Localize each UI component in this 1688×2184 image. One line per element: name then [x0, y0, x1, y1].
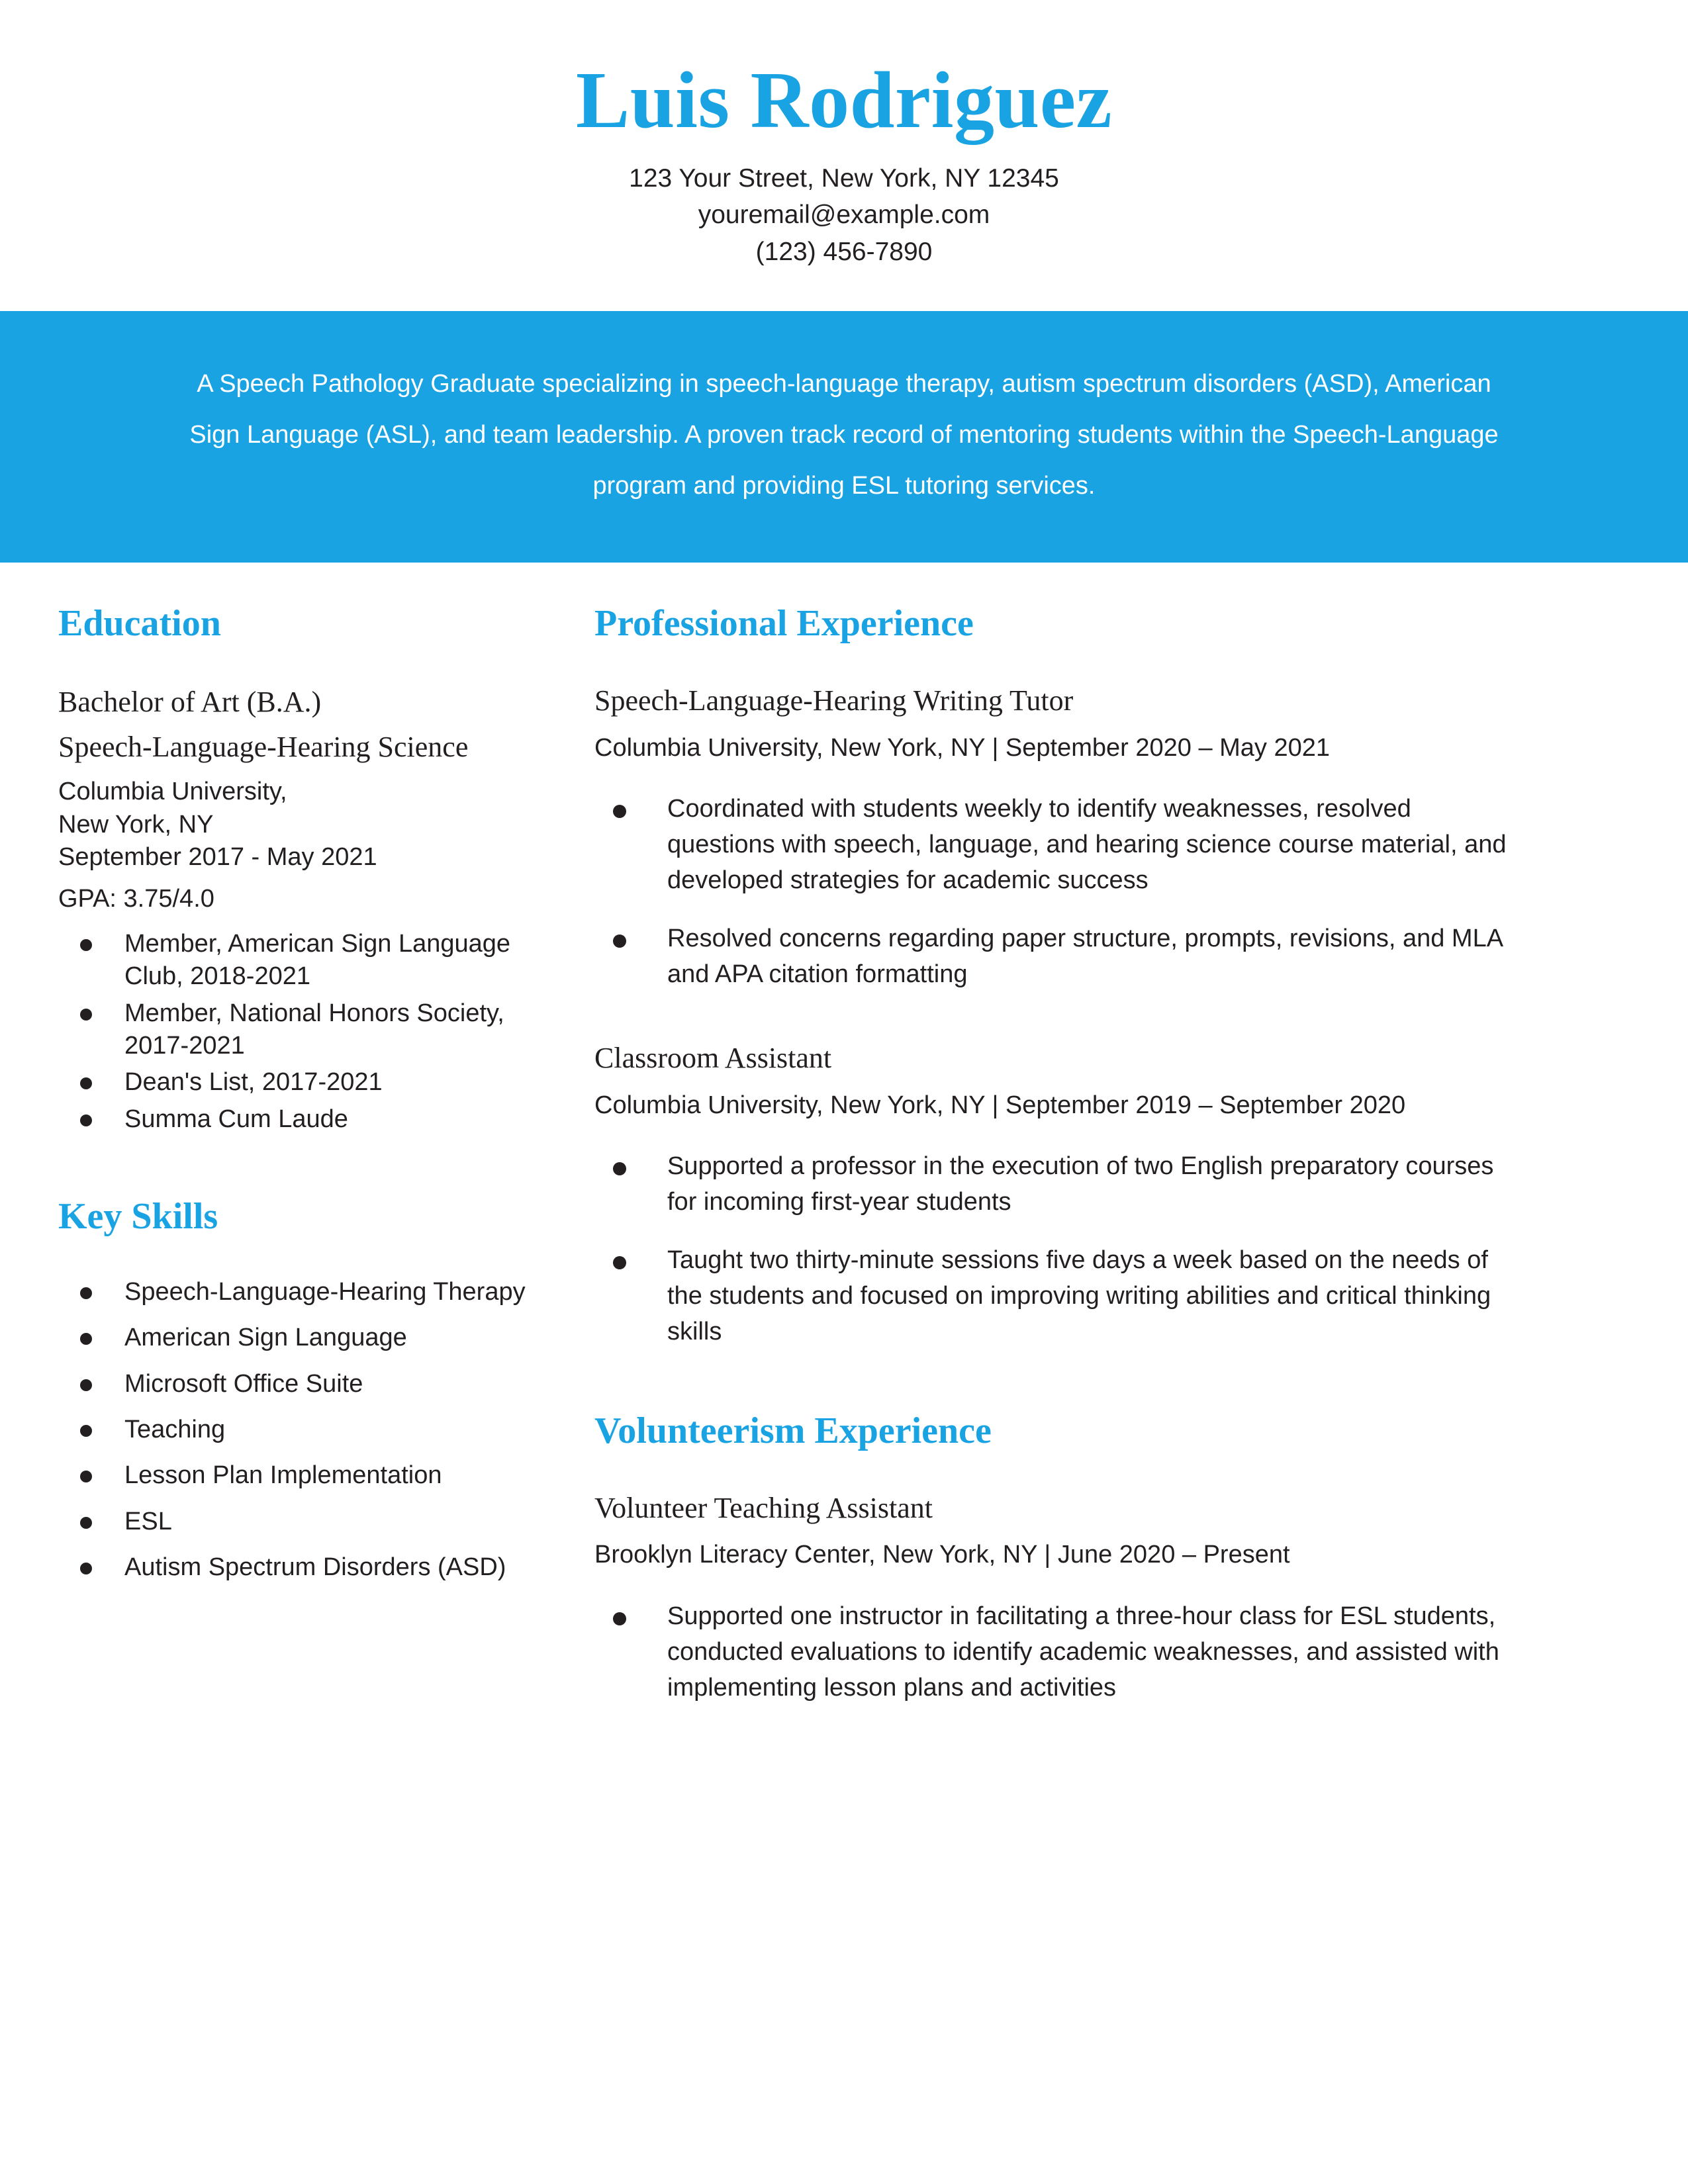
job-bullet-list [594, 792, 1516, 993]
list-item: Supported one instructor in facilitating a three-hour class for ESL students, conducted evaluations to identify academic weaknesses, and assisted with implementing lesson plans and activities [594, 1599, 1516, 1706]
list-item: Dean's List, 2017-2021 [58, 1066, 549, 1099]
list-item: Microsoft Office Suite [58, 1368, 549, 1400]
list-item: Coordinated with students weekly to identify weaknesses, resolved questions with speech, language, and hearing science course material, and developed strategies for academic success [594, 792, 1516, 899]
education-school: Columbia University, [58, 778, 287, 806]
resume-header [0, 0, 1688, 270]
resume-body [0, 563, 1688, 1728]
candidate-name: Luis Rodriguez [575, 56, 1113, 145]
key-skills-list [58, 1276, 549, 1584]
education-gpa: GPA: 3.75/4.0 [58, 885, 214, 913]
education-dates: September 2017 - May 2021 [58, 843, 377, 871]
job-title: Volunteer Teaching Assistant [594, 1491, 933, 1524]
list-item: ESL [58, 1506, 549, 1538]
key-skills-section-title: Key Skills [58, 1196, 218, 1238]
list-item: Speech-Language-Hearing Therapy [58, 1276, 549, 1308]
education-honors-list [58, 928, 549, 1136]
education-section-title: Education [58, 603, 221, 645]
education-degree-line-2: Speech-Language-Hearing Science [58, 731, 469, 764]
job-bullet-list [594, 1599, 1516, 1706]
list-item: Member, National Honors Society, 2017-2021 [58, 997, 549, 1063]
list-item: Teaching [58, 1414, 549, 1446]
education-section [58, 604, 549, 1136]
job-meta: Columbia University, New York, NY | September 2020 – May 2021 [594, 733, 1331, 762]
key-skills-section [58, 1197, 549, 1584]
experience-entry [594, 1040, 1516, 1350]
list-item: Resolved concerns regarding paper structure, prompts, revisions, and MLA and APA citation formatting [594, 921, 1516, 993]
right-column [549, 604, 1688, 1728]
list-item: Taught two thirty-minute sessions five days a week based on the needs of the students and focused on improving writing abilities and critical thinking skills [594, 1243, 1516, 1350]
contact-email: youremail@example.com [698, 201, 990, 230]
job-meta: Columbia University, New York, NY | September 2019 – September 2020 [594, 1091, 1406, 1119]
job-title: Classroom Assistant [594, 1042, 832, 1075]
list-item: Summa Cum Laude [58, 1103, 549, 1136]
job-title: Speech-Language-Hearing Writing Tutor [594, 684, 1074, 717]
list-item: American Sign Language [58, 1322, 549, 1354]
volunteer-entry [594, 1490, 1516, 1706]
list-item: Member, American Sign Language Club, 2018-2021 [58, 928, 549, 993]
list-item: Lesson Plan Implementation [58, 1459, 549, 1492]
list-item: Supported a professor in the execution of two English preparatory courses for incoming first-year students [594, 1149, 1516, 1220]
volunteerism-experience-section-title: Volunteerism Experience [594, 1410, 992, 1452]
summary-text: A Speech Pathology Graduate specializing in speech-language therapy, autism spectrum disorders (ASD), American Sign Language (ASL), and team leadership. A proven track record of mentoring students within the Speech-Language program and providing ESL tutoring services. [189, 370, 1499, 500]
left-column [0, 604, 549, 1597]
education-degree-line-1: Bachelor of Art (B.A.) [58, 686, 322, 719]
summary-banner [0, 311, 1688, 563]
job-meta: Brooklyn Literacy Center, New York, NY | June 2020 – Present [594, 1541, 1290, 1569]
professional-experience-section [594, 604, 1516, 1350]
list-item: Autism Spectrum Disorders (ASD) [58, 1551, 549, 1584]
volunteerism-experience-section [594, 1411, 1516, 1706]
contact-phone: (123) 456-7890 [755, 237, 933, 266]
professional-experience-section-title: Professional Experience [594, 603, 974, 645]
contact-address: 123 Your Street, New York, NY 12345 [629, 164, 1059, 193]
experience-entry [594, 683, 1516, 993]
job-bullet-list [594, 1149, 1516, 1350]
education-location: New York, NY [58, 810, 214, 839]
